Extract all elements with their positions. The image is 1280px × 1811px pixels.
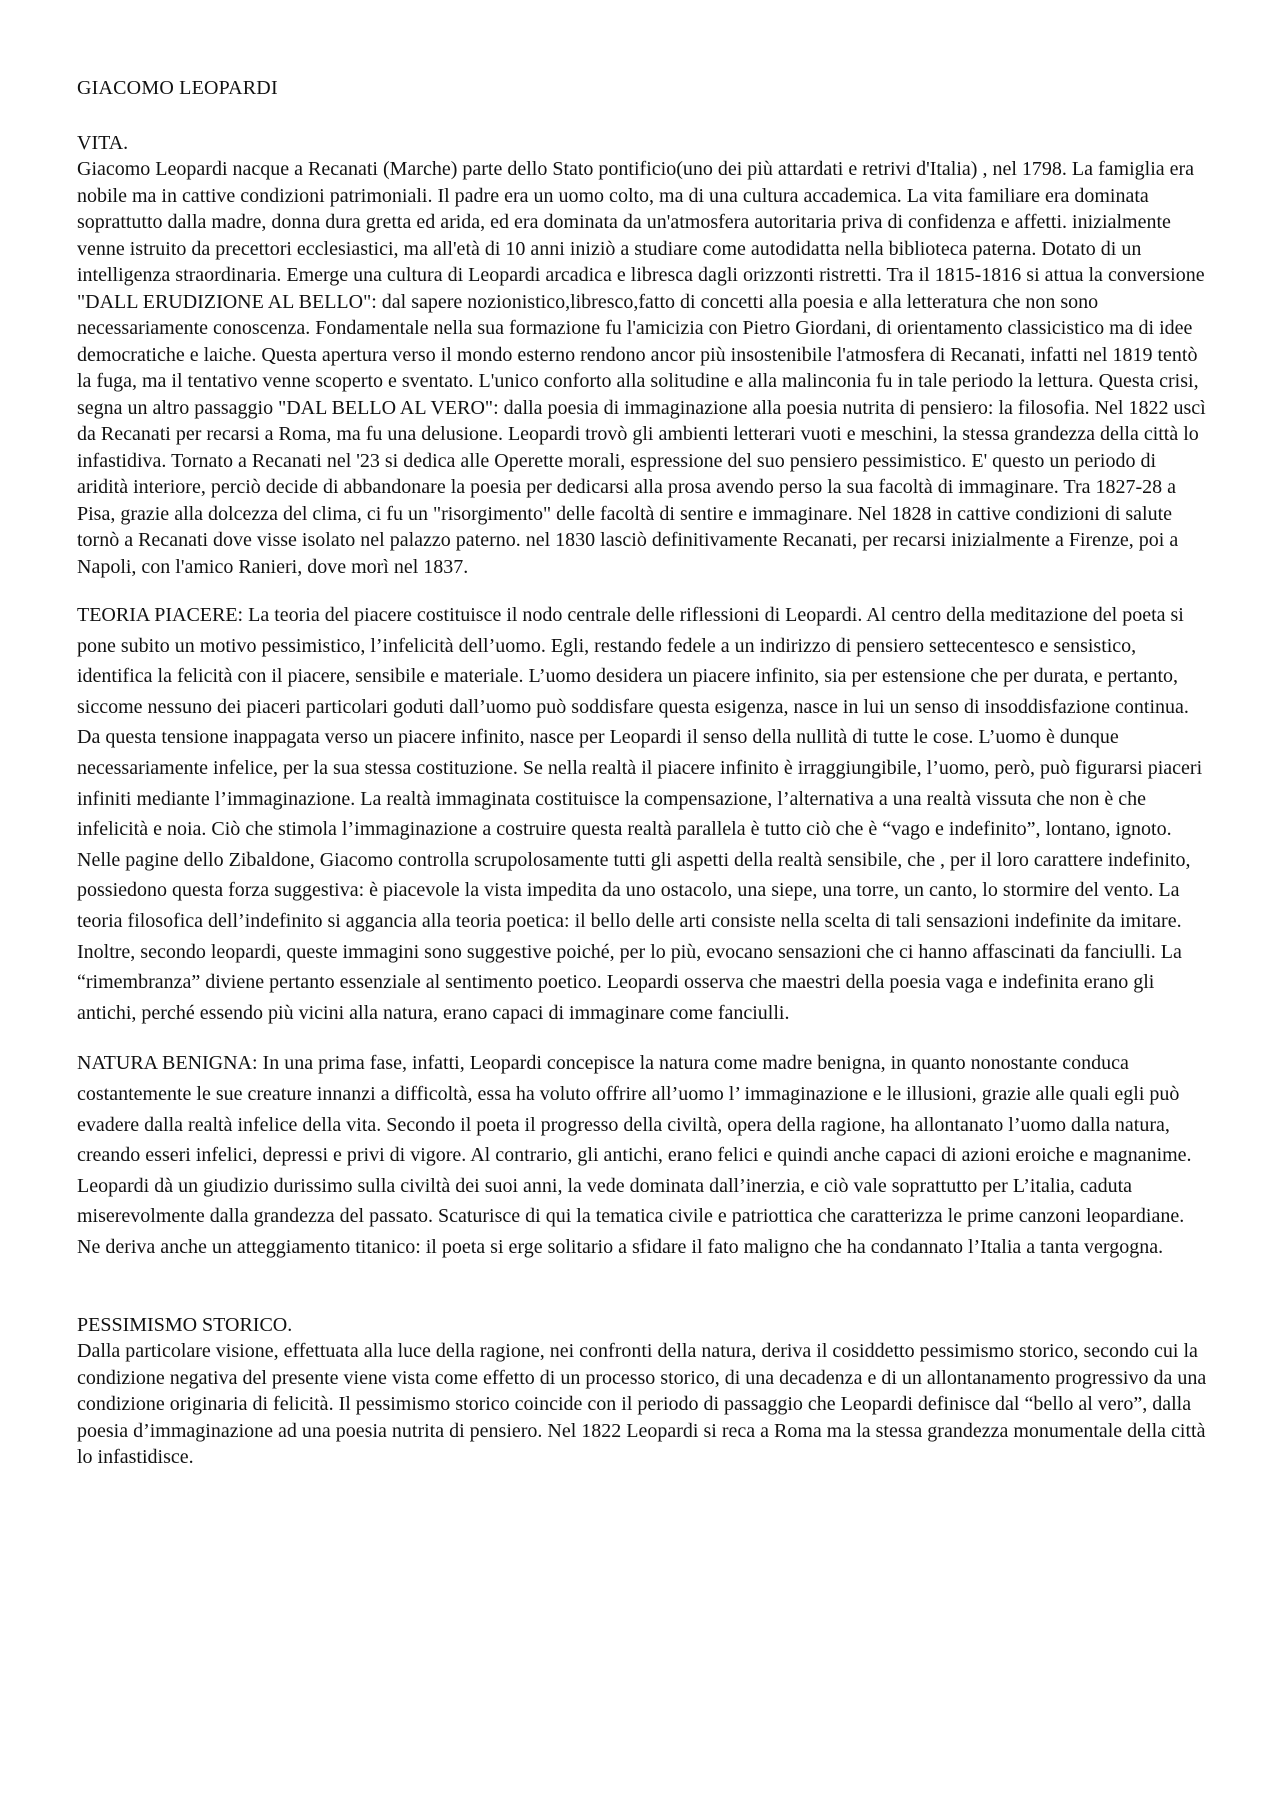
- section-pessimismo-storico: [77, 1312, 1212, 1471]
- section-teoria-piacere: [77, 600, 1212, 1028]
- paragraph-vita: Giacomo Leopardi nacque a Recanati (Marche) parte dello Stato pontificio(uno dei più attardati e retrivi d'Italia) , nel 1798. La famiglia era nobile ma in cattive condizioni patrimoniali. Il padre era un uomo colto, ma di una cultura accademica. La vita familiare era dominata soprattutto dalla madre, donna dura gretta ed arida, ed era dominata da un'atmosfera autoritaria priva di confidenza e affetti. inizialmente venne istruito da precettori ecclesiastici, ma all'età di 10 anni iniziò a studiare come autodidatta nella biblioteca paterna. Dotato di un intelligenza straordinaria. Emerge una cultura di Leopardi arcadica e libresca dagli orizzonti ristretti. Tra il 1815-1816 si attua la conversione "DALL ERUDIZIONE AL BELLO": dal sapere nozionistico,libresco,fatto di concetti alla poesia e alla letteratura che non sono necessariamente conoscenza. Fondamentale nella sua formazione fu l'amicizia con Pietro Giordani, di orientamento classicistico ma di idee democratiche e laiche. Questa apertura verso il mondo esterno rendono ancor più insostenibile l'atmosfera di Recanati, infatti nel 1819 tentò la fuga, ma il tentativo venne scoperto e sventato. L'unico conforto alla solitudine e alla malinconia fu in tale periodo la lettura. Questa crisi, segna un altro passaggio "DAL BELLO AL VERO": dalla poesia di immaginazione alla poesia nutrita di pensiero: la filosofia. Nel 1822 uscì da Recanati per recarsi a Roma, ma fu una delusione. Leopardi trovò gli ambienti letterari vuoti e meschini, la stessa grandezza della città lo infastidiva. Tornato a Recanati nel '23 si dedica alle Operette morali, espressione del suo pensiero pessimistico. E' questo un periodo di aridità interiore, perciò decide di abbandonare la poesia per dedicarsi alla prosa avendo perso la sua facoltà di immaginare. Tra 1827-28 a Pisa, grazie alla dolcezza del clima, ci fu un "risorgimento" delle facoltà di sentire e immaginare. Nel 1828 in cattive condizioni di salute tornò a Recanati dove visse isolato nel palazzo paterno. nel 1830 lasciò definitivamente Recanati, per recarsi inizialmente a Firenze, poi a Napoli, con l'amico Ranieri, dove morì nel 1837.: [77, 158, 1206, 578]
- document-title: GIACOMO LEOPARDI: [77, 77, 278, 99]
- section-vita: [77, 130, 1212, 580]
- section-heading-vita: VITA.: [77, 132, 129, 154]
- paragraph-teoria-piacere: TEORIA PIACERE: La teoria del piacere costituisce il nodo centrale delle riflessioni di Leopardi. Al centro della meditazione del poeta si pone subito un motivo pessimistico, l’infelicità dell’uomo. Egli, restando fedele a un indirizzo di pensiero settecentesco e sensistico, identifica la felicità con il piacere, sensibile e materiale. L’uomo desidera un piacere infinito, sia per estensione che per durata, e pertanto, siccome nessuno dei piaceri particolari goduti dall’uomo può soddisfare questa esigenza, nasce in lui un senso di insoddisfazione continua. Da questa tensione inappagata verso un piacere infinito, nasce per Leopardi il senso della nullità di tutte le cose. L’uomo è dunque necessariamente infelice, per la sua stessa costituzione. Se nella realtà il piacere infinito è irraggiungibile, l’uomo, però, può figurarsi piaceri infiniti mediante l’immaginazione. La realtà immaginata costituisce la compensazione, l’alternativa a una realtà vissuta che non è che infelicità e noia. Ciò che stimola l’immaginazione a costruire questa realtà parallela è tutto ciò che è “vago e indefinito”, lontano, ignoto. Nelle pagine dello Zibaldone, Giacomo controlla scrupolosamente tutti gli aspetti della realtà sensibile, che , per il loro carattere indefinito, possiedono questa forza suggestiva: è piacevole la vista impedita da uno ostacolo, una siepe, una torre, un canto, lo stormire del vento. La teoria filosofica dell’indefinito si aggancia alla teoria poetica: il bello delle arti consiste nella scelta di tali sensazioni indefinite da imitare. Inoltre, secondo leopardi, queste immagini sono suggestive poiché, per lo più, evocano sensazioni che ci hanno affascinati da fanciulli. La “rimembranza” diviene pertanto essenziale al sentimento poetico. Leopardi osserva che maestri della poesia vaga e indefinita erano gli antichi, perché essendo più vicini alla natura, erano capaci di immaginare come fanciulli.: [77, 604, 1203, 1024]
- paragraph-natura-benigna: NATURA BENIGNA: In una prima fase, infatti, Leopardi concepisce la natura come madre benigna, in quanto nonostante conduca costantemente le sue creature innanzi a difficoltà, essa ha voluto offrire all’uomo l’ immaginazione e le illusioni, grazie alle quali egli può evadere dalla realtà infelice della vita. Secondo il poeta il progresso della civiltà, opera della ragione, ha allontanato l’uomo dalla natura, creando esseri infelici, depressi e privi di vigore. Al contrario, gli antichi, erano felici e quindi anche capaci di azioni eroiche e magnanime. Leopardi dà un giudizio durissimo sulla civiltà dei suoi anni, la vede dominata dall’inerzia, e ciò vale soprattutto per L’italia, caduta miserevolmente dalla grandezza del passato. Scaturisce di qui la tematica civile e patriottica che caratterizza le prime canzoni leopardiane. Ne deriva anche un atteggiamento titanico: il poeta si erge solitario a sfidare il fato maligno che ha condannato l’Italia a tanta vergogna.: [77, 1052, 1192, 1258]
- section-natura-benigna: [77, 1048, 1212, 1262]
- paragraph-pessimismo-storico: Dalla particolare visione, effettuata alla luce della ragione, nei confronti della natura, deriva il cosiddetto pessimismo storico, secondo cui la condizione negativa del presente viene vista come effetto di un processo storico, di una decadenza e di un allontanamento progressivo da una condizione originaria di felicità. Il pessimismo storico coincide con il periodo di passaggio che Leopardi definisce dal “bello al vero”, dalla poesia d’immaginazione ad una poesia nutrita di pensiero. Nel 1822 Leopardi si reca a Roma ma la stessa grandezza monumentale della città lo infastidisce.: [77, 1340, 1207, 1469]
- document-body: [77, 74, 1212, 1471]
- section-heading-pessimismo-storico: PESSIMISMO STORICO.: [77, 1314, 293, 1337]
